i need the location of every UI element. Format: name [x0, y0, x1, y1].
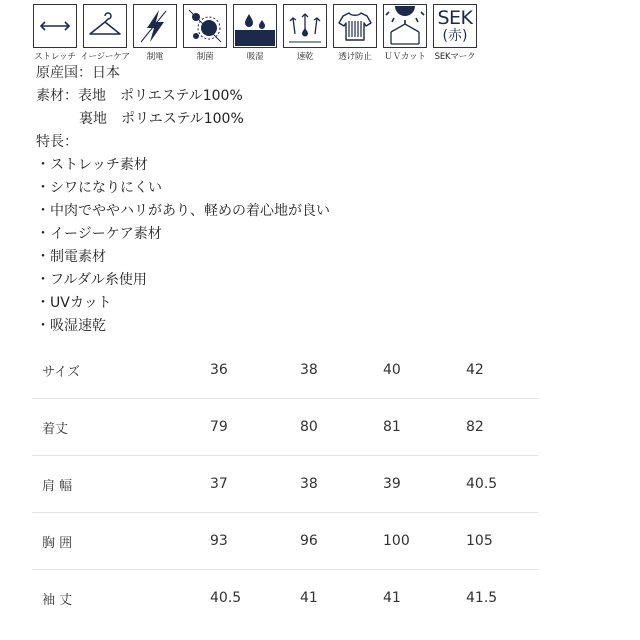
lightning-icon — [133, 4, 177, 48]
feature-sek — [432, 4, 478, 62]
material-outer-text: 素材：表地 ポリエステル100% — [36, 88, 243, 104]
icon-label: 透け防止 — [338, 52, 372, 62]
table-cell: 80 — [290, 399, 373, 456]
table-cell: 41 — [383, 590, 401, 606]
origin-text: 原産国：日本 — [36, 65, 120, 81]
table-cell: 40.5 — [210, 590, 242, 606]
table-row — [32, 399, 539, 456]
table-cell: 96 — [290, 513, 373, 570]
row-header: 肩 幅 — [32, 456, 200, 513]
feature-anti-see-through — [332, 4, 378, 62]
row-header: サイズ — [32, 342, 200, 399]
feature-easy-care — [82, 4, 128, 62]
table-row — [32, 513, 539, 570]
sek-subtext: (赤) — [442, 28, 468, 44]
table-cell: 41 — [300, 590, 318, 606]
table-cell: 105 — [456, 513, 539, 570]
feature-item: ・ストレッチ素材 — [36, 157, 148, 173]
icon-label: ＵＶカット — [384, 52, 426, 62]
features-heading: 特長： — [36, 134, 78, 150]
feature-item: ・イージーケア素材 — [36, 226, 162, 242]
table-cell: 36 — [200, 342, 290, 399]
feature-item: ・UVカット — [36, 295, 112, 311]
quick-dry-icon — [283, 4, 327, 48]
icon-label: イージーケア — [80, 52, 130, 62]
feature-moisture — [232, 4, 278, 62]
icon-label: ストレッチ — [34, 52, 76, 62]
table-cell: 37 — [200, 456, 290, 513]
table-cell: 38 — [290, 456, 373, 513]
antibacterial-icon — [183, 4, 227, 48]
icon-label: 速乾 — [296, 52, 314, 62]
icon-label: SEKマーク — [434, 52, 476, 62]
icon-label: 制電 — [146, 52, 164, 62]
table-cell: 40 — [373, 342, 456, 399]
feature-antibacterial — [182, 4, 228, 62]
icon-label: 制菌 — [196, 52, 214, 62]
table-cell: 93 — [200, 513, 290, 570]
product-spec — [36, 62, 330, 338]
moisture-absorb-icon — [233, 4, 277, 48]
row-header: 袖 丈 — [42, 592, 73, 608]
feature-item: ・吸湿速乾 — [36, 318, 106, 334]
table-cell: 42 — [456, 342, 539, 399]
feature-uv-cut — [382, 4, 428, 62]
feature-quick-dry — [282, 4, 328, 62]
row-header: 着丈 — [32, 399, 200, 456]
sun-icon — [383, 4, 427, 48]
table-cell: 82 — [456, 399, 539, 456]
size-table — [32, 342, 539, 626]
feature-item: ・中肉でややハリがあり、軽めの着心地が良い — [36, 203, 330, 219]
table-cell: 81 — [373, 399, 456, 456]
feature-item: ・シワになりにくい — [36, 180, 162, 196]
row-header: 胸 囲 — [32, 513, 200, 570]
table-row — [32, 456, 539, 513]
icon-label: 吸湿 — [246, 52, 264, 62]
sek-text: SEK — [437, 7, 473, 29]
feature-item: ・制電素材 — [36, 249, 106, 265]
table-row — [32, 342, 539, 399]
table-cell: 100 — [373, 513, 456, 570]
table-cell: 38 — [290, 342, 373, 399]
shirt-icon — [333, 4, 377, 48]
table-cell: 40.5 — [456, 456, 539, 513]
feature-icon-row — [32, 4, 478, 62]
table-cell: 79 — [200, 399, 290, 456]
table-row — [32, 570, 539, 627]
feature-stretch — [32, 4, 78, 62]
table-cell: 41.5 — [466, 590, 498, 606]
material-lining-text: 裏地 ポリエステル100% — [79, 111, 244, 127]
table-cell: 39 — [373, 456, 456, 513]
feature-item: ・フルダル糸使用 — [36, 272, 147, 288]
feature-antistatic — [132, 4, 178, 62]
sek-mark-icon — [433, 4, 477, 48]
hanger-icon — [83, 4, 127, 48]
stretch-icon — [33, 4, 77, 48]
